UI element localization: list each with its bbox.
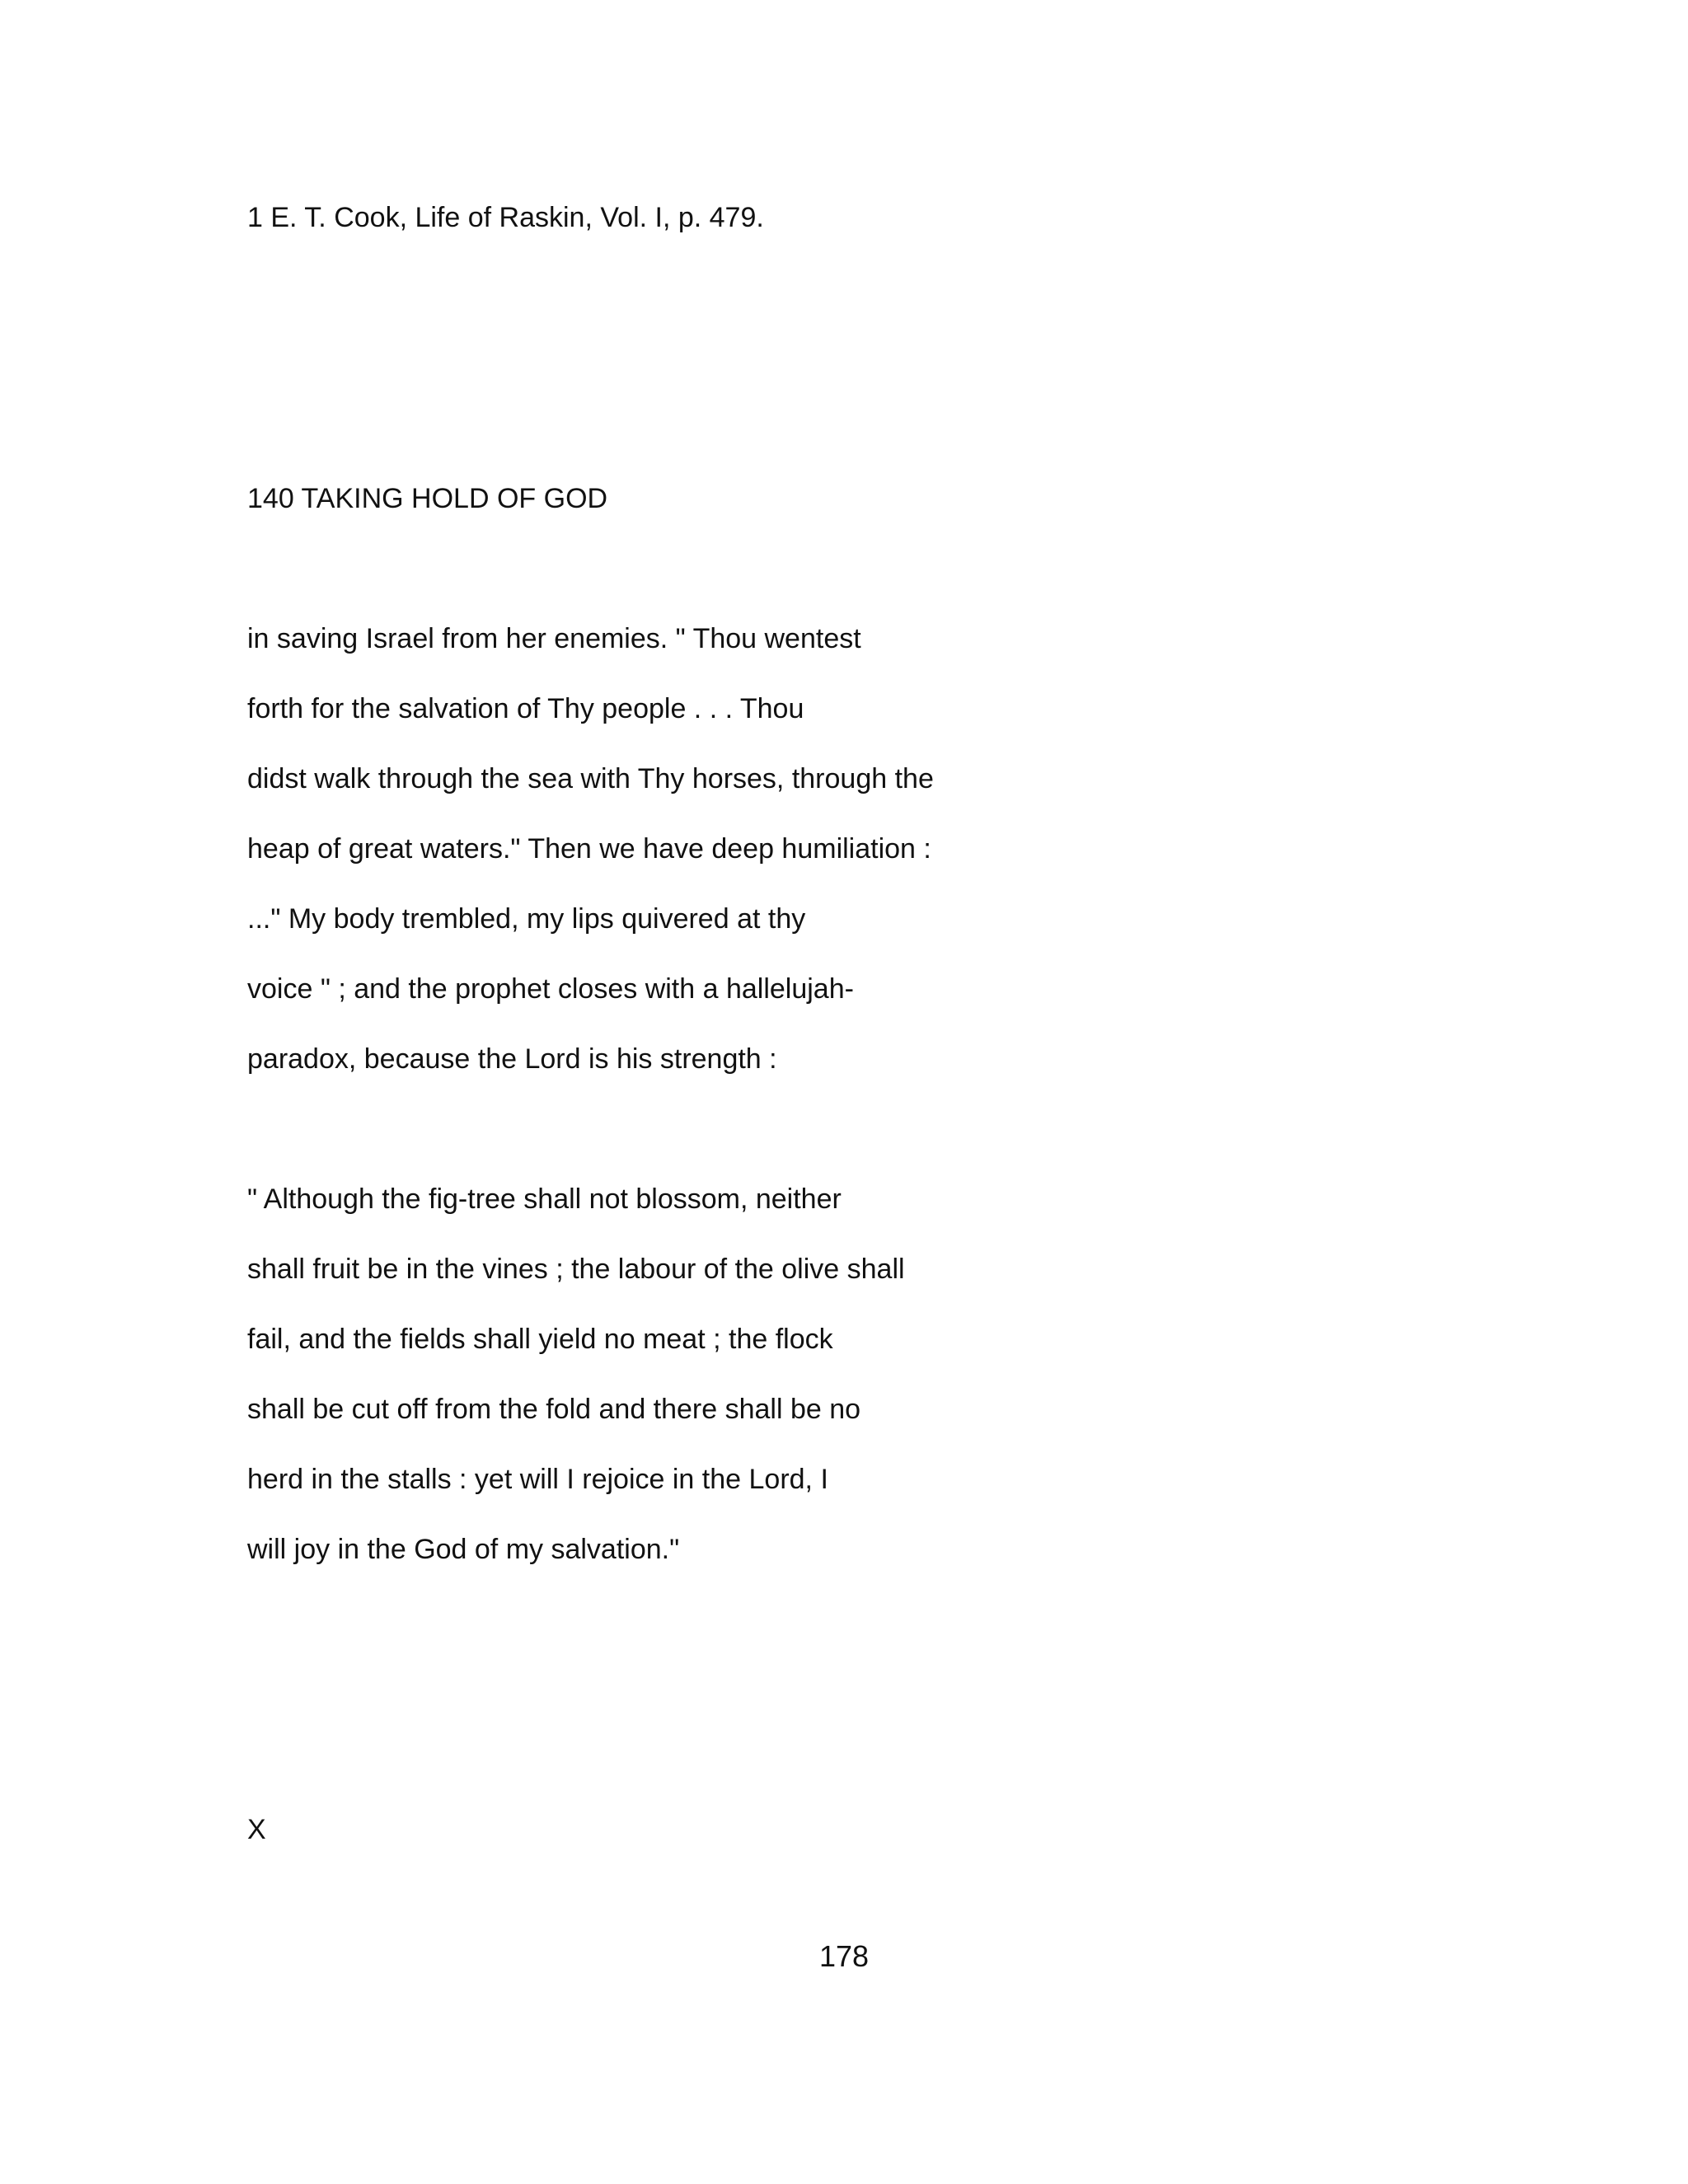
quotation-line: " Although the fig-tree shall not blossom, neither	[247, 1183, 842, 1215]
section-mark: X	[247, 1814, 266, 1845]
paragraph-line: heap of great waters." Then we have deep humiliation :	[247, 833, 931, 865]
quotation-line: shall fruit be in the vines ; the labour of the olive shall	[247, 1254, 905, 1285]
quotation-line: fail, and the fields shall yield no meat ; the flock	[247, 1324, 833, 1355]
paragraph-line: voice " ; and the prophet closes with a hallelujah-	[247, 973, 854, 1005]
quotation-line: will joy in the God of my salvation."	[247, 1534, 680, 1565]
paragraph-line: ..." My body trembled, my lips quivered at thy	[247, 903, 806, 935]
paragraph-line: forth for the salvation of Thy people . . . Thou	[247, 693, 804, 724]
quotation-line: shall be cut off from the fold and there shall be no	[247, 1394, 861, 1425]
paragraph-line: in saving Israel from her enemies. " Thou wentest	[247, 623, 861, 654]
page-number: 178	[818, 1939, 870, 1973]
paragraph-line: paradox, because the Lord is his strength :	[247, 1043, 777, 1075]
running-header: 140 TAKING HOLD OF GOD	[247, 483, 608, 514]
quotation-line: herd in the stalls : yet will I rejoice in the Lord, I	[247, 1464, 828, 1495]
paragraph-line: didst walk through the sea with Thy horses, through the	[247, 763, 934, 794]
footnote: 1 E. T. Cook, Life of Raskin, Vol. I, p. 479.	[247, 202, 764, 233]
